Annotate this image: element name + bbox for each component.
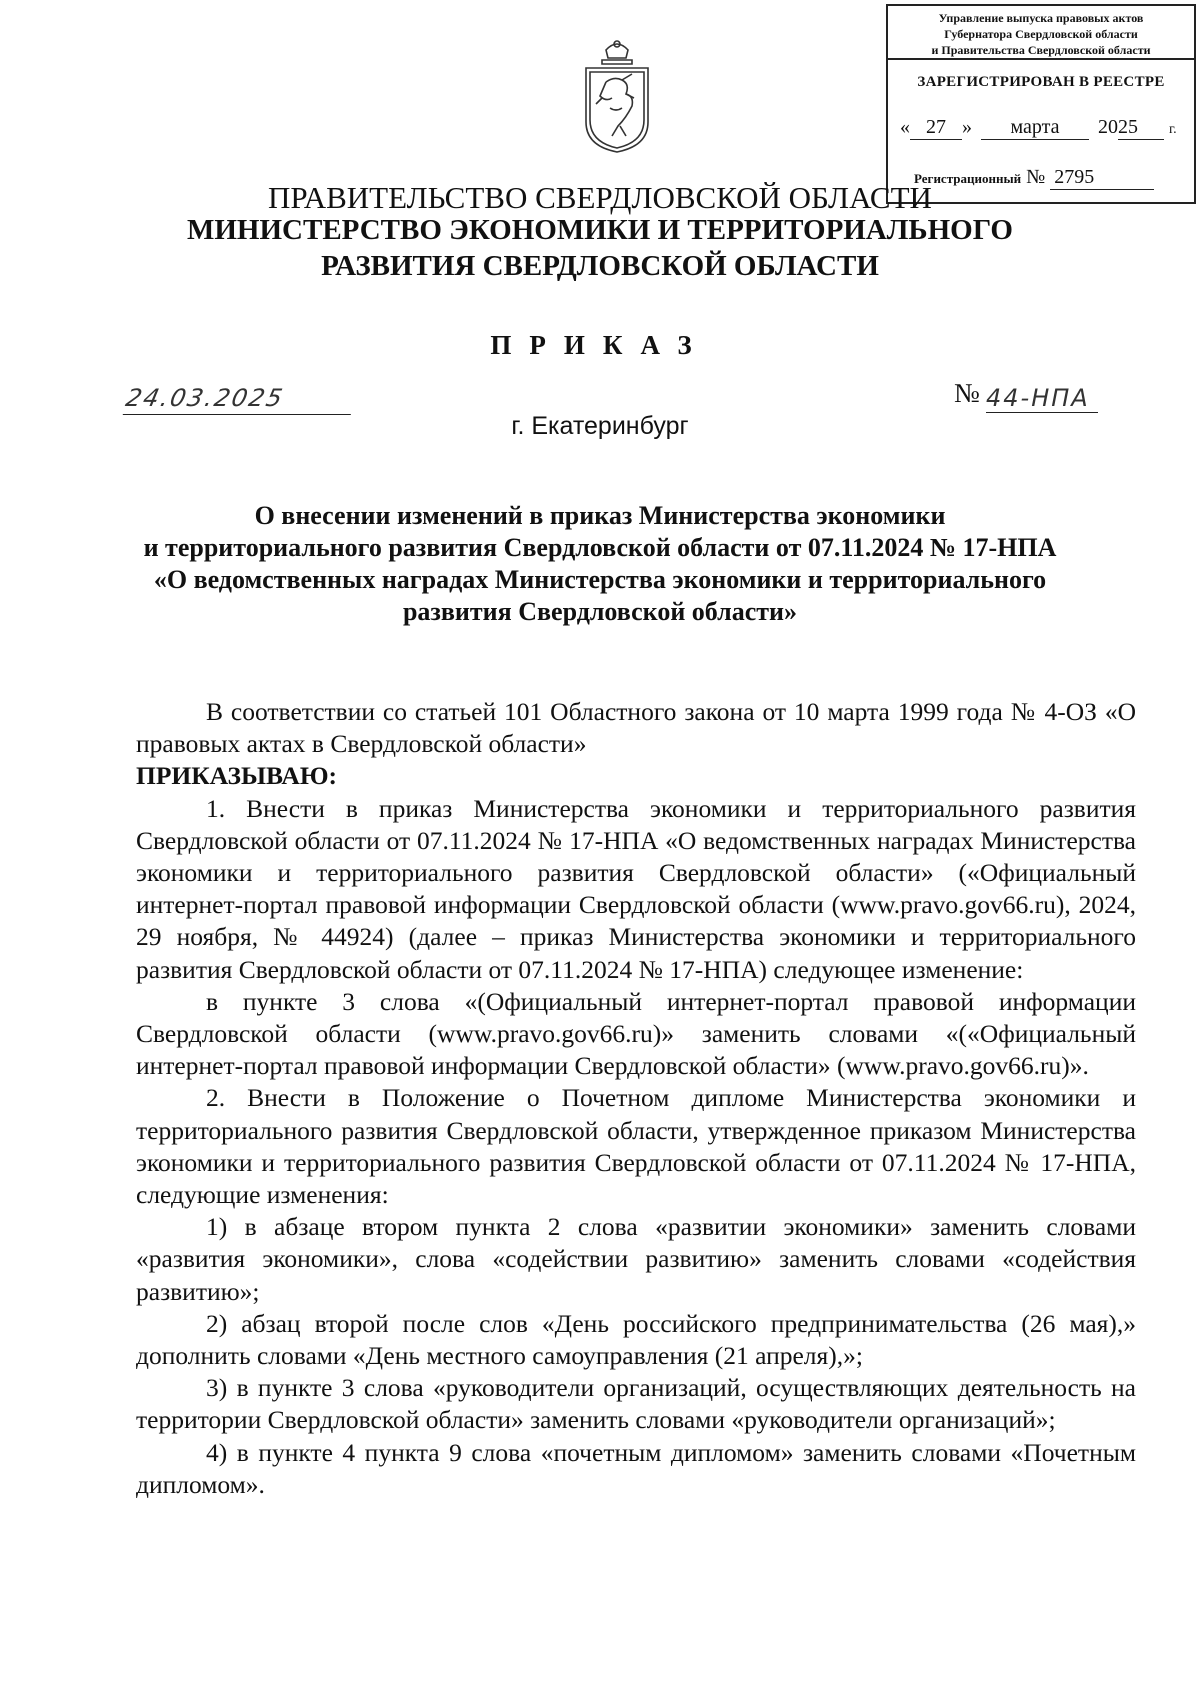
stamp-date [900,116,1186,140]
ministry-line2: РАЗВИТИЯ СВЕРДЛОВСКОЙ ОБЛАСТИ [321,250,879,282]
clause-1-change: в пункте 3 слова «(Официальный интернет-портал правовой информации Свердловской области (www.pravo.gov66.ru)» заменить словами «(«Официальный интернет-портал правовой информации Свердловской области» (www.pravo.gov66.ru)». [136,986,1136,1081]
order-title [0,500,1200,628]
clause-2-item-3: 3) в пункте 3 слова «руководители организаций, осуществляющих деятельность на территории Свердловской области» заменить словами «руководители организаций»; [136,1373,1136,1435]
stamp-registered-label: ЗАРЕГИСТРИРОВАН В РЕЕСТРЕ [917,74,1165,90]
stamp-month: марта [981,116,1089,140]
ministry-line1: МИНИСТЕРСТВО ЭКОНОМИКИ И ТЕРРИТОРИАЛЬНОГО [187,214,1013,246]
stamp-header-line2: Губернатора Свердловской области [944,27,1138,41]
handwritten-date: 24.03.2025 [123,384,358,415]
clause-2-item-4: 4) в пункте 4 пункта 9 слова «почетным дипломом» заменить словами «Почетным дипломом». [136,1437,1136,1499]
title-line4: развития Свердловской области» [402,597,798,626]
clause-2-paragraph: 2. Внести в Положение о Почетном дипломе Министерства экономики и территориального развития Свердловской области, утвержденное приказом Министерства экономики и территориального развития Свердловской области от 07.11.2024 № 17-НПА, следующие изменения: [136,1083,1136,1210]
ministry-heading [0,212,1200,284]
handwritten-number: 44-НПА [986,384,1098,413]
stamp-header-line1: Управление выпуска правовых актов [938,11,1144,25]
clause-2-item-2: 2) абзац второй после слов «День российского предпринимательства (26 мая),» дополнить словами «День местного самоуправления (21 апреля),»; [136,1308,1136,1371]
stamp-header-line3: и Правительства Свердловской области [931,43,1151,57]
title-line3: «О ведомственных наградах Министерства экономики и территориального [153,565,1047,594]
preamble-paragraph: В соответствии со статьей 101 Областного закона от 10 марта 1999 года № 4-ОЗ «О правовых актах в Свердловской области» [136,697,1136,759]
title-line2: и территориального развития Свердловской области от 07.11.2024 № 17-НПА [143,533,1057,562]
number-label: № [954,378,980,408]
stamp-reg-label: Регистрационный [914,171,1022,186]
order-directive: ПРИКАЗЫВАЮ: [136,761,338,791]
stamp-quote-open: « [900,116,910,138]
stamp-header [888,6,1194,60]
coat-of-arms-icon [580,38,654,154]
city: г. Екатеринбург [511,412,689,440]
government-heading: ПРАВИТЕЛЬСТВО СВЕРДЛОВСКОЙ ОБЛАСТИ [268,180,932,215]
order-body [136,696,1136,1501]
stamp-year-suffix: 25 [1118,116,1164,140]
document-type: ПРИКАЗ [490,330,710,360]
stamp-quote-close: » [962,116,972,138]
title-line1: О внесении изменений в приказ Министерства экономики [254,501,946,530]
clause-2-item-1: 1) в абзаце втором пункта 2 слова «развитии экономики» заменить словами «развития экономики», слова «содействии развитию» заменить словами «содействия развитию»; [136,1212,1136,1306]
clause-1-paragraph: 1. Внести в приказ Министерства экономики и территориального развития Свердловской области от 07.11.2024 № 17-НПА «О ведомственных наградах Министерства экономики и территориального развития Свердловской области» («Официальный интернет-портал правовой информации Свердловской области (www.pravo.gov66.ru), 2024, 29 ноября, № 44924) (далее – приказ Министерства экономики и территориального развития Свердловской области от 07.11.2024 № 17-НПА) следующее изменение: [136,793,1136,984]
stamp-reg-number: 2795 [1050,166,1154,190]
stamp-no-sign: № [1026,166,1046,188]
stamp-year-prefix: 20 [1098,116,1118,138]
stamp-day: 27 [910,116,962,140]
stamp-year-abbr: г. [1169,122,1177,137]
registration-stamp [886,4,1196,204]
